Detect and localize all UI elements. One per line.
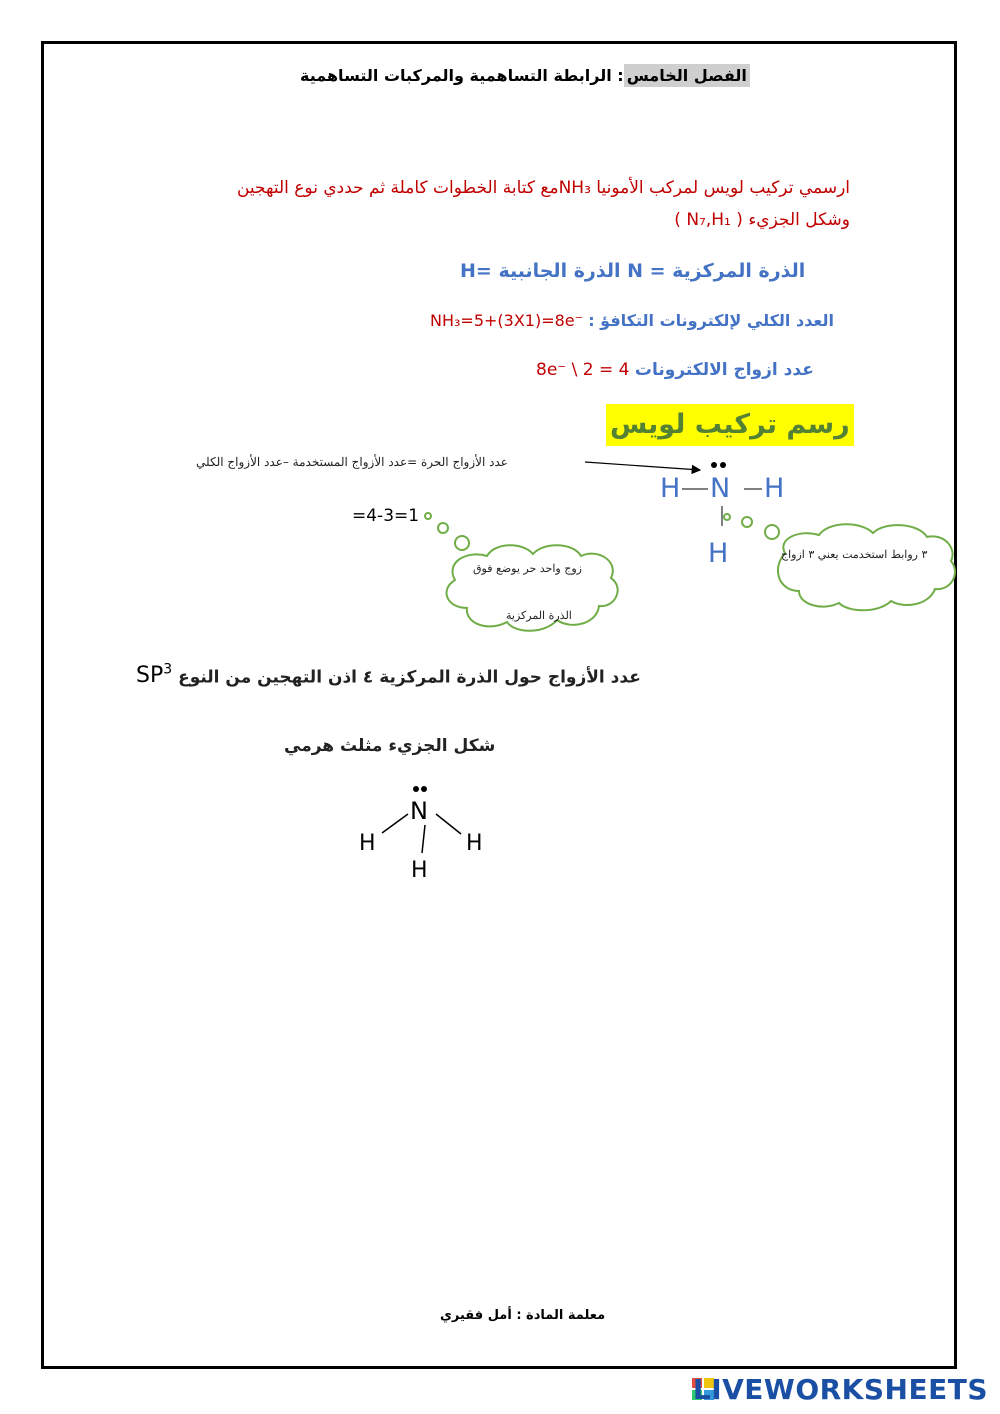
lone-pairs-formula: عدد الأزواج الحرة =عدد الأزواج المستخدمة –عدد الأزواج الكلي: [196, 455, 508, 469]
lewis-h-right: H: [764, 473, 785, 504]
hybrid-exponent: 3: [163, 662, 173, 678]
lewis-title: رسم تركيب لويس: [606, 404, 854, 446]
hybridization-text: عدد الأزواج حول الذرة المركزية ٤ اذن التهجين من النوع: [178, 667, 641, 688]
hybridization-value: [136, 663, 172, 688]
lewis-n-center: N: [710, 473, 731, 504]
hybrid-type: SP: [136, 663, 164, 689]
shape-h-bottom: H: [411, 858, 428, 883]
pairs-label: عدد ازواج الالكترونات: [634, 360, 814, 380]
question-line-1: ارسمي تركيب لويس لمركب الأمونيا NH₃مع كتابة الخطوات كاملة ثم حددي نوع التهجين: [236, 178, 850, 198]
lewis-h-left: H: [660, 473, 681, 504]
hybridization-line: [136, 662, 641, 688]
page-border: [41, 41, 957, 1369]
shape-h-right: H: [466, 831, 483, 856]
cloud-left-line-2: الذرة المركزية: [506, 609, 572, 622]
total-electrons-label: العدد الكلي لإلكترونات التكافؤ :: [588, 311, 834, 330]
molecule-shape-text: شكل الجزيء مثلث هرمي: [284, 736, 496, 756]
cloud-left-line-1: زوج واحد حر يوضع فوق: [473, 562, 582, 575]
cloud-right-text: ٣ روابط استخدمت يعني ٣ ازواج: [781, 548, 928, 561]
chapter-title: : الرابطة التساهمية والمركبات التساهمية: [300, 66, 624, 85]
lone-pair-dot: [711, 462, 717, 468]
atoms-step: الذرة المركزية = N الذرة الجانبية =H: [460, 260, 806, 282]
question-line-2: وشكل الجزيء ( N₇,H₁ ): [674, 210, 850, 230]
shape-lone-pair-dot: [421, 786, 427, 792]
lone-pairs-calc: =4-3=1: [352, 506, 420, 526]
liveworksheets-brand[interactable]: LIVEWORKSHEETS: [692, 1373, 988, 1406]
pairs-value: 8e⁻ \ 2 = 4: [536, 360, 630, 380]
shape-bonds: [360, 800, 480, 870]
shape-n-center: N: [410, 797, 428, 825]
total-electrons-value: NH₃=5+(3X1)=8e⁻: [430, 311, 584, 330]
page-header: [300, 66, 750, 85]
teacher-name: معلمة المادة : أمل فقيري: [440, 1308, 606, 1323]
pairs-step: [536, 360, 814, 380]
shape-lone-pair-dot: [413, 786, 419, 792]
lewis-h-bottom: H: [708, 538, 729, 569]
shape-h-left: H: [359, 831, 376, 856]
chapter-label: الفصل الخامس: [624, 64, 750, 87]
total-electrons-step: [430, 311, 834, 330]
lone-pair-dot: [720, 462, 726, 468]
